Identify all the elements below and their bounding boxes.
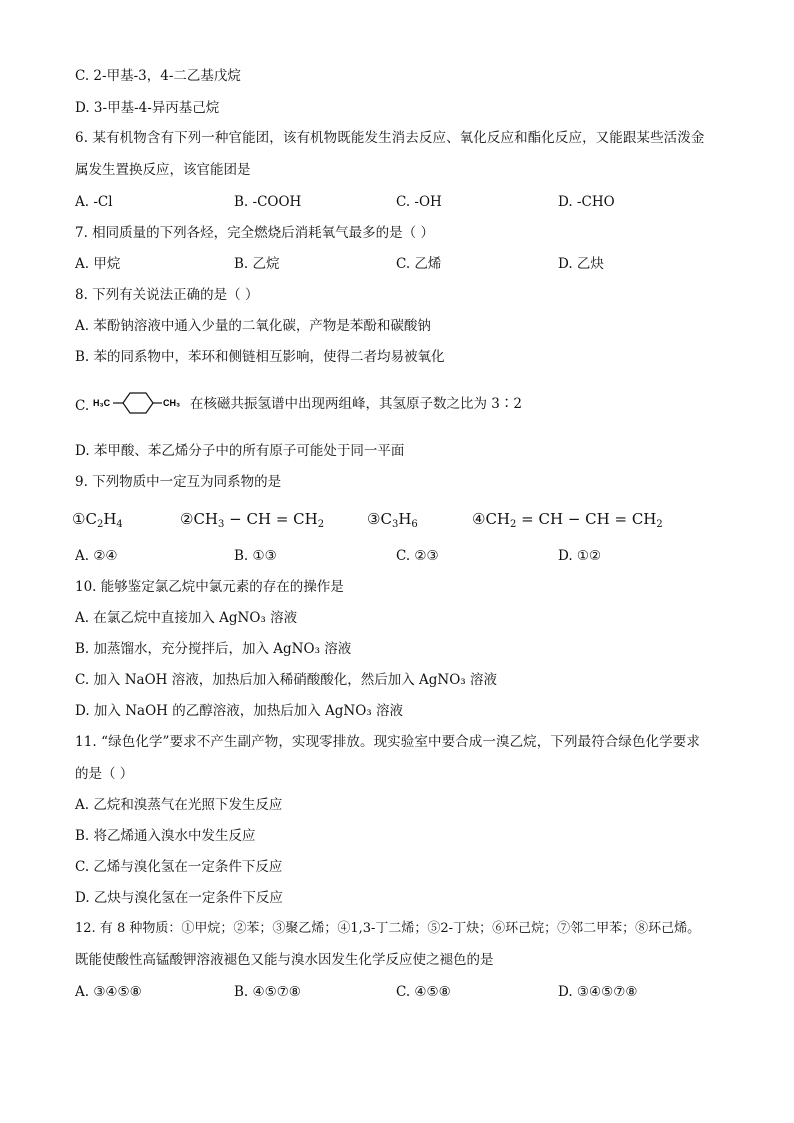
q12-stem-line1: 12. 有 8 种物质：①甲烷；②苯；③聚乙烯；④1,3-丁二烯；⑤2-丁炔；⑥环己烷；⑦邻二甲苯；⑧环己烯。 xyxy=(75,921,701,936)
q6-option-b: B. -COOH xyxy=(234,194,302,210)
q7-option-c: C. 乙烯 xyxy=(396,256,442,272)
q6-stem-line2: 属发生置换反应，该官能团是 xyxy=(75,162,251,178)
q9-option-d: D. ①② xyxy=(558,548,602,564)
dimethylcyclohexane-structure xyxy=(93,388,188,418)
q11-option-c: C. 乙烯与溴化氢在一定条件下反应 xyxy=(75,859,283,875)
q8-option-d: D. 苯甲酸、苯乙烯分子中的所有原子可能处于同一平面 xyxy=(75,443,405,459)
q11-stem-line2: 的是（ ） xyxy=(75,766,134,782)
q8-option-c-text: 在核磁共振氢谱中出现两组峰，其氢原子数之比为 3∶2 xyxy=(190,396,522,412)
q9-option-b: B. ①③ xyxy=(234,548,277,564)
q10-stem: 10. 能够鉴定氯乙烷中氯元素的存在的操作是 xyxy=(75,579,344,595)
cyclohexane-ring xyxy=(123,393,153,413)
q6-stem-line1: 6. 某有机物含有下列一种官能团，该有机物既能发生消去反应、氧化反应和酯化反应，又能跟某些活泼金 xyxy=(75,130,705,146)
q8-stem: 8. 下列有关说法正确的是（ ） xyxy=(75,287,259,303)
q7-stem: 7. 相同质量的下列各烃，完全燃烧后消耗氧气最多的是（ ） xyxy=(75,225,434,241)
q9-formula-4: $④CH_2$ = CH − CH = $CH_2$ xyxy=(472,510,663,530)
q12-stem-line2: 既能使酸性高锰酸钾溶液褪色又能与溴水因发生化学反应使之褪色的是 xyxy=(75,952,494,968)
q12-option-a: A. ③④⑤⑧ xyxy=(75,984,142,1000)
q12-option-b: B. ④⑤⑦⑧ xyxy=(234,984,301,1000)
q9-option-c: C. ②③ xyxy=(396,548,439,564)
q8-option-c-prefix: C. xyxy=(75,398,90,414)
q11-stem-line1: 11. “绿色化学”要求不产生副产物，实现零排放。现实验室中要合成一溴乙烷，下列最符合绿色化学要求 xyxy=(75,734,700,750)
q9-formula-1: $①C_2H_4$ xyxy=(72,510,123,530)
q11-option-b: B. 将乙烯通入溴水中发生反应 xyxy=(75,828,256,844)
q10-option-c: C. 加入 NaOH 溶液，加热后加入稀硝酸酸化，然后加入 AgNO₃ 溶液 xyxy=(75,672,497,688)
q10-option-b: B. 加蒸馏水，充分搅拌后，加入 AgNO₃ 溶液 xyxy=(75,641,352,657)
q8-option-a: A. 苯酚钠溶液中通入少量的二氧化碳，产物是苯酚和碳酸钠 xyxy=(75,318,431,334)
q5-option-c: C. 2-甲基-3，4-二乙基戊烷 xyxy=(75,68,241,84)
q12-option-c: C. ④⑤⑧ xyxy=(396,984,451,1000)
q8-option-b: B. 苯的同系物中，苯环和侧链相互影响，使得二者均易被氧化 xyxy=(75,349,445,365)
q10-option-d: D. 加入 NaOH 的乙醇溶液，加热后加入 AgNO₃ 溶液 xyxy=(75,703,403,719)
struct-right-methyl: CH₃ xyxy=(163,398,181,408)
q7-option-b: B. 乙烷 xyxy=(234,256,280,272)
q7-option-a: A. 甲烷 xyxy=(75,256,121,272)
q9-formula-2: $②CH_3$ − CH = $CH_2$ xyxy=(180,510,325,530)
q9-stem: 9. 下列物质中一定互为同系物的是 xyxy=(75,474,282,490)
q6-option-a: A. -Cl xyxy=(75,194,113,210)
q10-option-a: A. 在氯乙烷中直接加入 AgNO₃ 溶液 xyxy=(75,610,298,626)
q11-option-d: D. 乙炔与溴化氢在一定条件下反应 xyxy=(75,890,283,906)
q7-option-d: D. 乙炔 xyxy=(558,256,604,272)
q5-option-d: D. 3-甲基-4-异丙基己烷 xyxy=(75,100,220,116)
struct-left-methyl: H₃C xyxy=(93,398,111,408)
q12-option-d: D. ③④⑤⑦⑧ xyxy=(558,984,638,1000)
q11-option-a: A. 乙烷和溴蒸气在光照下发生反应 xyxy=(75,797,283,813)
q9-option-a: A. ②④ xyxy=(75,548,118,564)
q9-formula-3: $③C_3H_6$ xyxy=(367,510,418,530)
q6-option-d: D. -CHO xyxy=(558,194,615,210)
q6-option-c: C. -OH xyxy=(396,194,442,210)
